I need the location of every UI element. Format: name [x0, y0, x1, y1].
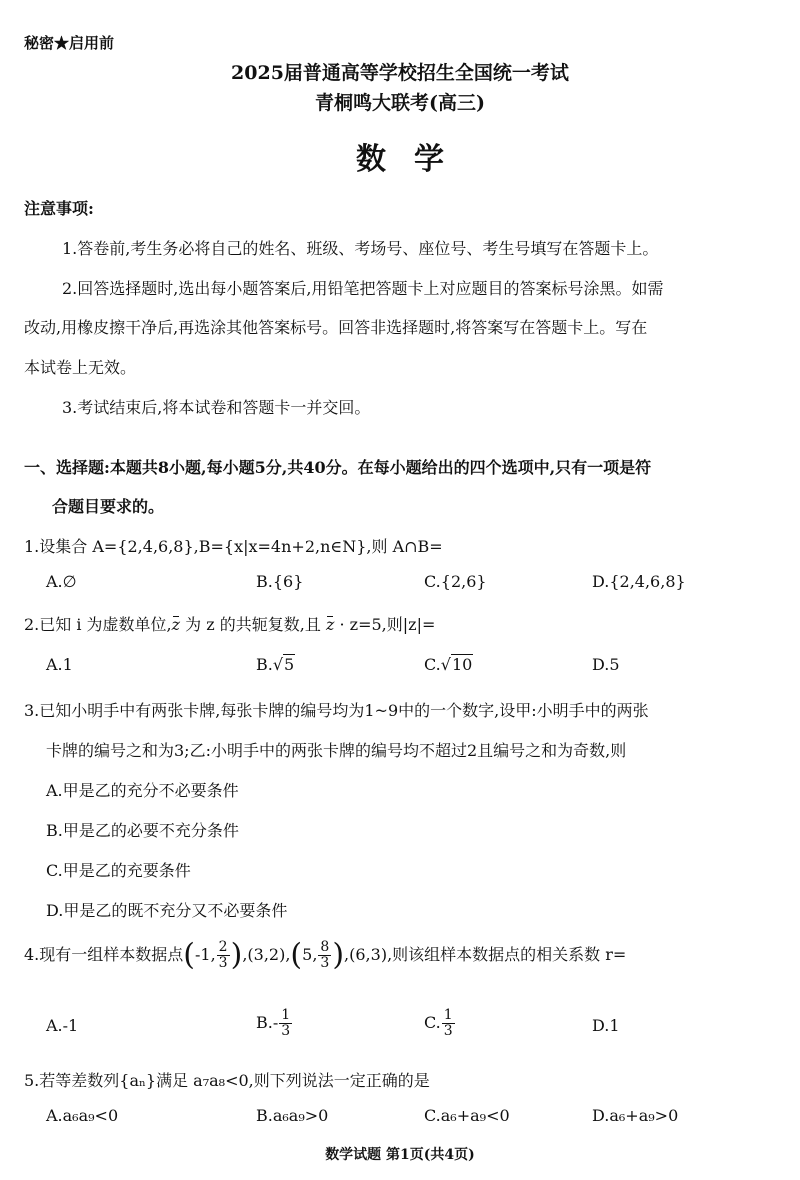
point-2: ,(3,2),: [242, 945, 291, 964]
question-4-option-c: [424, 1008, 456, 1039]
question-3-line-1: 3.已知小明手中有两张卡牌,每张卡牌的编号均为1~9中的一个数字,设甲:小明手中的两张: [24, 701, 649, 720]
numerator: 1: [281, 1007, 291, 1023]
z-conjugate: z: [171, 615, 181, 634]
question-3-option-a: A.甲是乙的充分不必要条件: [46, 781, 239, 800]
question-1-option-b: B.{6}: [256, 572, 304, 591]
denominator: 3: [281, 1023, 291, 1039]
page-footer: 数学试题 第1页(共4页): [325, 1147, 475, 1163]
section-heading-line-2: 合题目要求的。: [52, 497, 165, 516]
question-3-option-d: D.甲是乙的既不充分又不必要条件: [46, 901, 288, 920]
sqrt-sign: B.√: [256, 655, 284, 674]
question-2-stem-post: · z=5,则|z|=: [334, 615, 436, 634]
question-3-option-b: B.甲是乙的必要不充分条件: [46, 821, 239, 840]
confidential-label: 秘密★启用前: [24, 34, 115, 52]
question-5-option-c: C.a₆+a₉<0: [424, 1106, 510, 1125]
note-2-line-3: 本试卷上无效。: [24, 358, 137, 377]
fraction: [217, 940, 230, 971]
fraction: [318, 940, 331, 971]
question-4-option-b: [256, 1008, 293, 1039]
option-label: C.: [424, 1013, 441, 1032]
numerator: 8: [320, 939, 330, 955]
question-1-option-a: A.∅: [46, 572, 77, 591]
point-3-x: 5,: [302, 945, 318, 964]
fraction: [442, 1008, 455, 1039]
question-1-option-c: C.{2,6}: [424, 572, 487, 591]
question-4-stem-pre: 4.现有一组样本数据点: [24, 945, 184, 964]
denominator: 3: [320, 955, 330, 971]
option-label: B.-: [256, 1013, 279, 1032]
question-2-option-c: [424, 655, 473, 674]
radicand: 5: [284, 655, 295, 674]
point-1-x: -1,: [195, 945, 216, 964]
section-heading-line-1: 一、选择题:本题共8小题,每小题5分,共40分。在每小题给出的四个选项中,只有一项是符: [24, 458, 652, 477]
question-2-stem-mid: 为 z 的共轭复数,且: [180, 615, 326, 634]
notes-heading: 注意事项:: [24, 199, 94, 218]
question-4-stem: 4.现有一组样本数据点(-1, $\frac{2}{3}$ ),(3,2),(5, $\frac{8}{3}$ ),(6,3),则该组样本数据点的相关系数 r=: [24, 937, 627, 973]
question-5-option-a: A.a₆a₉<0: [46, 1106, 119, 1125]
note-3: 3.考试结束后,将本试卷和答题卡一并交回。: [62, 398, 371, 417]
exam-subtitle: 青桐鸣大联考(高三): [315, 92, 485, 114]
note-1: 1.答卷前,考生务必将自己的姓名、班级、考场号、座位号、考生号填写在答题卡上。: [62, 239, 659, 258]
exam-title: 2025届普通高等学校招生全国统一考试: [231, 62, 569, 84]
question-3-option-c: C.甲是乙的充要条件: [46, 861, 191, 880]
radicand: 10: [451, 655, 473, 674]
question-5-option-b: B.a₆a₉>0: [256, 1106, 329, 1125]
denominator: 3: [443, 1023, 453, 1039]
question-4-stem-post: ,(6,3),则该组样本数据点的相关系数 r=: [344, 945, 627, 964]
denominator: 3: [218, 955, 228, 971]
question-2-stem: [24, 612, 435, 635]
fraction: [279, 1008, 292, 1039]
question-1-option-d: D.{2,4,6,8}: [592, 572, 686, 591]
question-5-option-d: D.a₆+a₉>0: [592, 1106, 679, 1125]
numerator: 1: [443, 1007, 453, 1023]
question-3-line-2: 卡牌的编号之和为3;乙:小明手中的两张卡牌的编号均不超过2且编号之和为奇数,则: [46, 741, 627, 760]
sqrt-sign: C.√: [424, 655, 451, 674]
question-5-stem: 5.若等差数列{aₙ}满足 a₇a₈<0,则下列说法一定正确的是: [24, 1071, 430, 1090]
subject-title: 数学: [356, 142, 472, 177]
question-4-option-d: D.1: [592, 1016, 620, 1035]
question-2-option-b: [256, 655, 295, 674]
question-2-option-a: A.1: [46, 655, 73, 674]
note-2-line-1: 2.回答选择题时,选出每小题答案后,用铅笔把答题卡上对应题目的答案标号涂黑。如需: [62, 279, 664, 298]
note-2-line-2: 改动,用橡皮擦干净后,再选涂其他答案标号。回答非选择题时,将答案写在答题卡上。写在: [24, 318, 648, 337]
question-1-stem: 1.设集合 A={2,4,6,8},B={x|x=4n+2,n∈N},则 A∩B=: [24, 537, 443, 556]
question-2-stem-pre: 2.已知 i 为虚数单位,: [24, 615, 172, 634]
question-2-option-d: D.5: [592, 655, 620, 674]
z-conjugate-2: z: [325, 615, 335, 634]
question-4-option-a: A.-1: [46, 1016, 79, 1035]
numerator: 2: [218, 939, 228, 955]
